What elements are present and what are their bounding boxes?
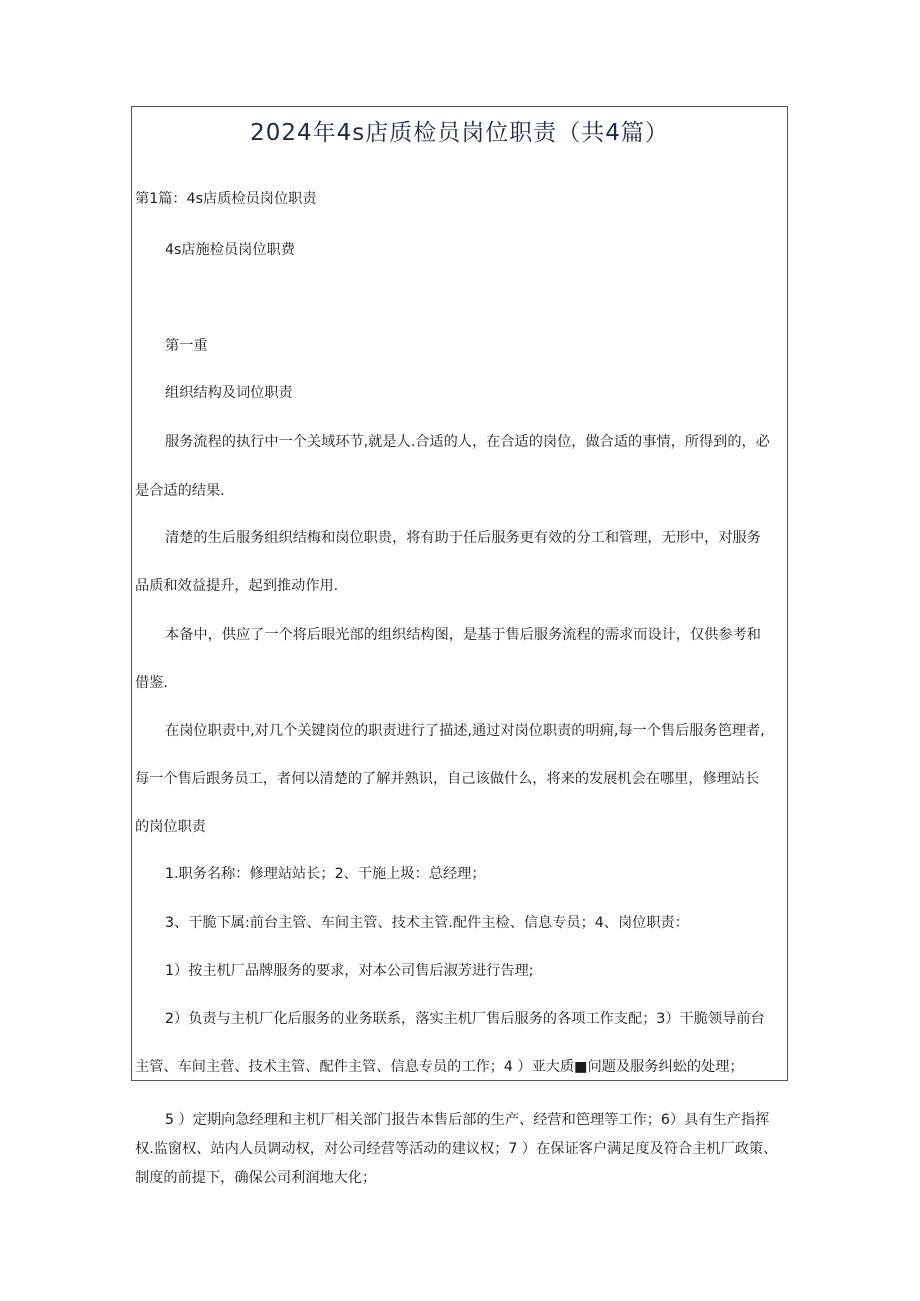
subtitle: 4s店施检员岗位职费 [165, 242, 295, 258]
paragraph-line: 在岗位职责中,对几个关键岗位的职责进行了描述,通过对岗位职责的明痈,每一个售后服务笆理者, [165, 723, 765, 739]
paragraph-line: 借鉴. [135, 675, 168, 691]
paragraph-line: 权.监窗权、站内人员调动权，对公司经营等活动的建议权；7 ）在保证客户满足度及符合主机厂政策、 [135, 1141, 778, 1157]
paragraph-line: 清楚的生后服务组织结梅和岗位职贵，将有助于任后服务更有效的分工和管理，无形中，对服务 [165, 530, 761, 546]
paragraph-line: 品质和效益提升，起到推动作用. [135, 578, 339, 594]
document-title: 2024年4s店质检员岗位职责（共4篇） [250, 120, 669, 146]
subsection-heading: 组织结构及词位职责 [165, 385, 293, 401]
paragraph-line: 1.职务名称：修理站站长；2、干施上圾：总经理； [165, 866, 486, 882]
paragraph-line: 2）负责与主机厂化后服务的业务联系，落实主机厂售后服务的各项工作支配；3）干脆领导前台 [165, 1011, 765, 1027]
section-heading: 第1篇：4s店质检员岗位职责 [135, 191, 317, 207]
paragraph-line: 主管、车间主菅、技术主管、配件主管、信息专员的工作；4 ）亚大质■问题及服务纠蚣的处理； [135, 1059, 744, 1075]
paragraph-line: 制度的前提下，确保公司利润地大化； [135, 1170, 377, 1186]
paragraph-line: 本备中，供应了一个将后眼光部的组织结构图，是基于售后服务流程的需求而设计，仅供参考和 [165, 627, 761, 643]
paragraph-line: 1）按主机厂品牌服务的要求，对本公司售后淑芳进行告理; [165, 963, 534, 979]
chapter-heading: 第一重 [165, 338, 208, 354]
paragraph-line: 3、干脆下属:前台主管、车间主管、技术主管.配件主检、信息专员；4、岗位职责： [165, 915, 689, 931]
paragraph-line: 是合适的结果. [135, 483, 225, 499]
paragraph-line: 的岗位职责 [135, 819, 206, 835]
paragraph-line: 每一个售后跟务员工，者何以清楚的了解并熟识，自己该做什么，将来的发展机会在哪里，修理站长 [135, 771, 760, 787]
paragraph-line: 5 ）定期向急经理和主机厂相关部门报告本售后部的生产、经营和笆理等工作；6）具有生产指挥 [165, 1112, 770, 1128]
paragraph-line: 服务流程的执行中一个关域环节,就是人.合适的人，在合适的岗位，做合适的事情，所得到的，必 [165, 434, 770, 450]
